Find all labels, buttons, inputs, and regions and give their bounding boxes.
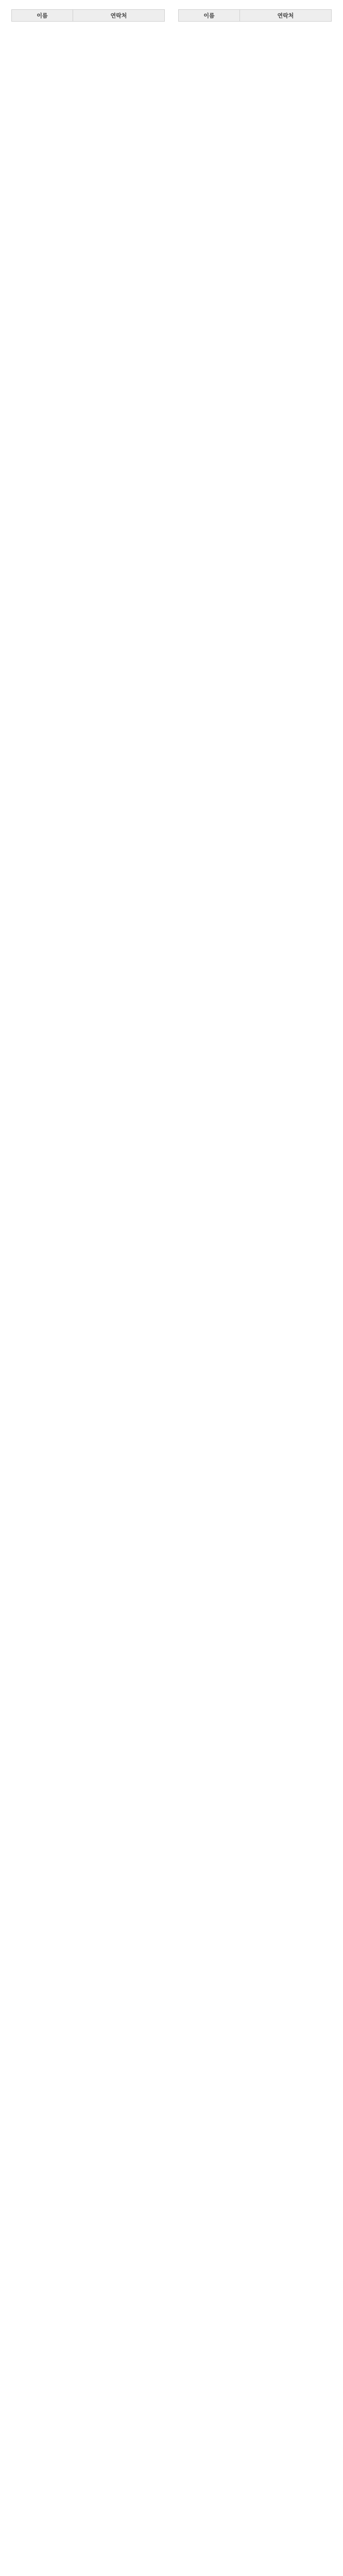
contact-table-right [178,9,332,22]
contact-table-left [11,9,165,22]
header-phone: 연락처 [240,10,332,22]
contact-table [11,9,165,22]
header-phone: 연락처 [73,10,165,22]
contact-list-page [11,9,332,22]
header-name: 이름 [12,10,73,22]
table-header-row [12,10,165,22]
contact-table [178,9,332,22]
table-header-row [179,10,332,22]
header-name: 이름 [179,10,240,22]
